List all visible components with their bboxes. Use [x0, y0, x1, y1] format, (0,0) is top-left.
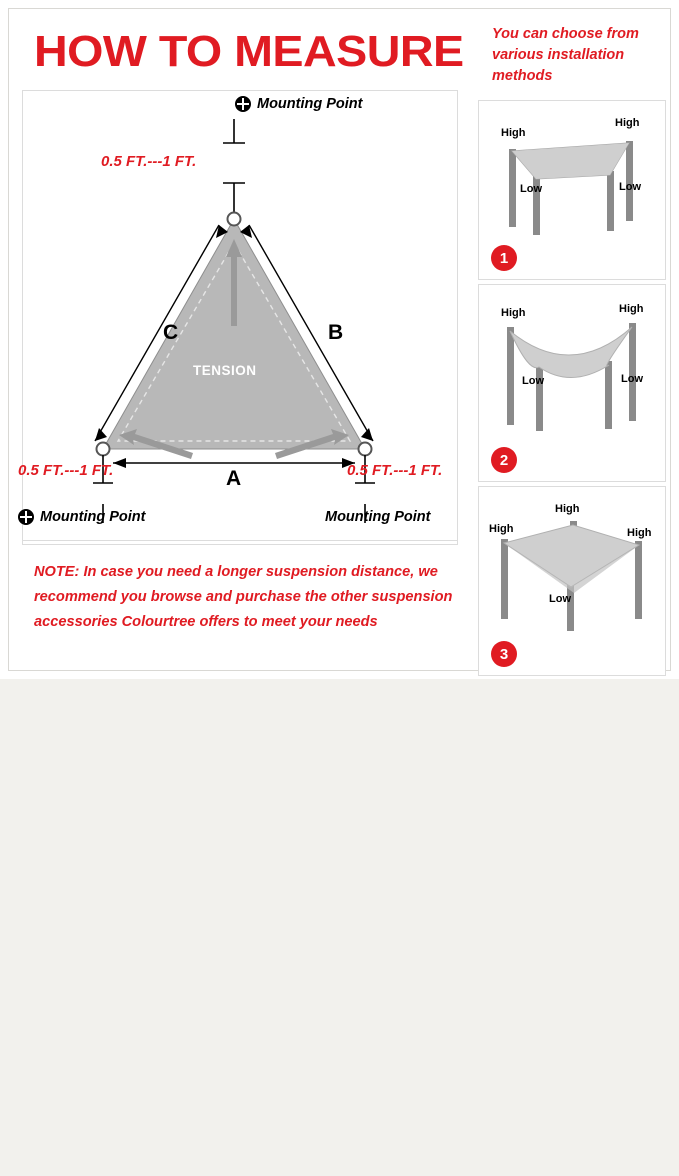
option-1-label-high-right: High [615, 117, 640, 129]
option-1-label-low-left: Low [520, 183, 542, 195]
divider [22, 540, 458, 541]
bottom-right-gap-dimension: 0.5 FT.---1 FT. [347, 462, 443, 479]
installation-option-1 [478, 100, 666, 280]
option-3-label-high-left: High [489, 523, 514, 535]
mounting-point-bottom-right-label: Mounting Point [325, 509, 431, 525]
top-gap-dimension: 0.5 FT.---1 FT. [101, 153, 197, 170]
mounting-point-icon [18, 509, 34, 525]
option-3-label-low-center: Low [549, 593, 571, 605]
mounting-point-bottom-left-label: Mounting Point [40, 509, 146, 525]
side-a-label: A [226, 467, 242, 490]
option-1-number: 1 [491, 245, 517, 271]
installation-option-2 [478, 284, 666, 482]
installation-methods-title: You can choose from various installation methods [492, 26, 639, 84]
option-1-label-low-right: Low [619, 181, 641, 193]
option-3-number: 3 [491, 641, 517, 667]
mounting-point-bottom-right [325, 509, 431, 525]
mounting-point-top-label: Mounting Point [257, 96, 363, 112]
left-column [12, 12, 467, 667]
right-column [470, 12, 667, 667]
side-c-label: C [163, 321, 179, 344]
side-b-label: B [328, 321, 344, 344]
option-3-label-high-top: High [555, 503, 580, 515]
option-2-label-high-right: High [619, 303, 644, 315]
note-text: NOTE: In case you need a longer suspension distance, we recommend you browse and purchase the other suspension accessories Colourtree offers to meet your needs [34, 564, 453, 630]
option-2-label-low-right: Low [621, 373, 643, 385]
option-2-number: 2 [491, 447, 517, 473]
page-title: HOW TO MEASURE [34, 27, 464, 76]
option-3-label-high-right: High [627, 527, 652, 539]
option-2-label-low-left: Low [522, 375, 544, 387]
option-1-label-high-left: High [501, 127, 526, 139]
bottom-left-gap-dimension: 0.5 FT.---1 FT. [18, 462, 114, 479]
mounting-point-bottom-left [18, 509, 146, 525]
tension-label: TENSION [193, 363, 257, 378]
option-2-label-high-left: High [501, 307, 526, 319]
installation-option-3 [478, 486, 666, 676]
